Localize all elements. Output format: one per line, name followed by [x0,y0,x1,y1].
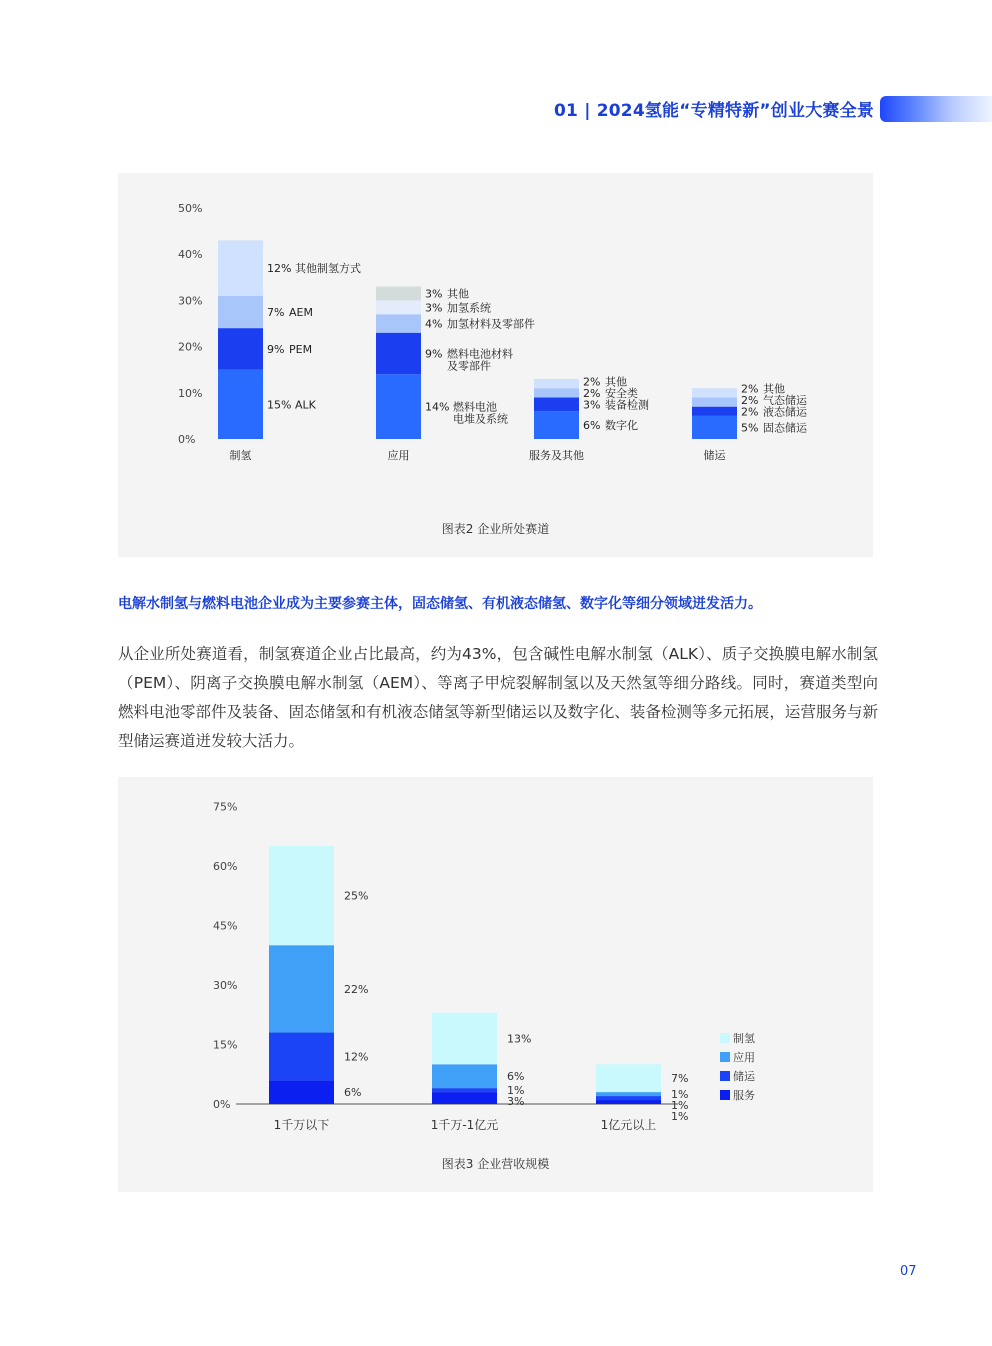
page-number: 07 [900,1264,917,1279]
legend-label: 储运 [733,1070,755,1083]
category-label: 制氢 [229,449,252,462]
y-tick-label: 75% [213,800,238,814]
category-label: 服务及其他 [529,449,584,462]
category-label: 储运 [703,449,726,462]
y-tick-label: 20% [178,340,203,354]
bar-segment [376,314,421,332]
segment-name-label: PEM [289,342,313,356]
bar-segment [692,416,737,439]
segment-value-label: 7% [267,305,285,319]
bar-segment [218,328,263,370]
segment-name-label: 安全类 [605,386,638,400]
segment-name-label: ALK [295,398,316,412]
segment-value-label: 25% [344,889,369,903]
bar-segment [692,397,737,406]
bar-segment [218,296,263,328]
header-title: 01 | 2024氢能“专精特新”创业大赛全景 [554,101,874,121]
segment-value-label: 2% [741,393,759,407]
chart-panel-track [118,173,873,557]
segment-value-label: 1% [671,1099,689,1113]
bar-segment [432,1088,497,1092]
bar-segment [692,407,737,416]
segment-value-label: 2% [741,405,759,419]
bar-segment [596,1064,661,1092]
segment-value-label: 9% [425,347,443,361]
bar-segment [534,397,579,411]
legend-swatch [720,1071,730,1081]
segment-name-label: 及零部件 [447,359,491,373]
y-tick-label: 15% [213,1038,238,1052]
segment-value-label: 2% [583,375,601,389]
segment-name-label: 燃料电池材料 [447,347,513,361]
category-label: 1亿元以上 [600,1118,657,1132]
segment-value-label: 7% [671,1072,689,1086]
y-tick-label: 10% [178,386,203,400]
segment-value-label: 2% [741,382,759,396]
segment-value-label: 6% [344,1086,362,1100]
segment-name-label: 数字化 [605,419,638,433]
y-tick-label: 40% [178,248,203,262]
segment-name-label: 其他 [605,375,627,389]
y-tick-label: 50% [178,202,203,215]
segment-value-label: 1% [507,1084,525,1098]
bar-segment [376,374,421,439]
bar-segment [534,388,579,397]
y-tick-label: 0% [178,433,196,446]
bar-segment [269,1033,334,1081]
y-tick-label: 45% [213,919,238,933]
bar-segment [269,1080,334,1104]
segment-name-label: 液态储运 [763,405,807,419]
bar-segment [534,379,579,388]
segment-name-label: 其他制氢方式 [295,262,361,276]
segment-value-label: 12% [344,1050,369,1064]
revenue-chart-caption: 图表3 企业营收规模 [441,1157,550,1171]
bar-segment [432,1092,497,1104]
segment-name-label: 气态储运 [763,393,807,407]
segment-value-label: 6% [507,1070,525,1084]
legend-swatch [720,1090,730,1100]
category-label: 1千万以下 [273,1118,330,1132]
segment-value-label: 9% [267,342,285,356]
category-label: 应用 [387,449,410,462]
chart-panel-revenue [118,777,873,1192]
segment-name-label: 固态储运 [763,421,807,435]
bar-segment [596,1096,661,1100]
bar-segment [218,370,263,439]
segment-value-label: 2% [583,386,601,400]
segment-value-label: 22% [344,982,369,996]
bar-segment [534,411,579,439]
segment-name-label: 装备检测 [605,398,649,412]
segment-value-label: 6% [583,419,601,433]
bar-segment [376,333,421,375]
bar-segment [269,945,334,1032]
y-tick-label: 0% [213,1098,231,1111]
segment-value-label: 15% [267,398,292,412]
bar-segment [376,287,421,301]
bar-segment [596,1092,661,1096]
segment-value-label: 13% [507,1032,532,1046]
segment-value-label: 14% [425,400,450,414]
legend-label: 制氢 [733,1032,755,1045]
segment-value-label: 3% [425,287,443,301]
track-chart-caption: 图表2 企业所处赛道 [441,522,550,536]
revenue-chart [118,777,873,1147]
segment-value-label: 5% [741,421,759,435]
legend-label: 应用 [733,1051,755,1064]
bar-segment [432,1013,497,1065]
segment-value-label: 3% [425,301,443,315]
track-chart [118,173,873,513]
bar-segment [692,388,737,397]
segment-name-label: 加氢系统 [447,301,491,315]
legend-swatch [720,1052,730,1062]
segment-value-label: 3% [583,398,601,412]
lead-text: 电解水制氢与燃料电池企业成为主要参赛主体，固态储氢、有机液态储氢、数字化等细分领域迸发活力。 [118,596,762,612]
body-paragraph: 从企业所处赛道看，制氢赛道企业占比最高，约为43%，包含碱性电解水制氢（ALK）、质子交换膜电解水制氢（PEM）、阴离子交换膜电解水制氢（AEM）、等离子甲烷裂解制氢以及天然氢等细分路线。同时，赛道类型向燃料电池零部件及装备、固态储氢和有机液态储氢等新型储运以及数字化、装备检测等多元拓展，运营服务与新型储运赛道迸发较大活力。 [118,645,878,750]
y-tick-label: 60% [213,859,238,873]
segment-name-label: 其他 [763,382,785,396]
y-tick-label: 30% [178,294,203,308]
bar-segment [376,300,421,314]
segment-name-label: 电堆及系统 [453,412,508,426]
y-tick-label: 30% [213,978,238,992]
segment-name-label: 燃料电池 [453,400,497,414]
segment-value-label: 3% [507,1095,525,1109]
bar-segment [596,1100,661,1104]
segment-name-label: AEM [289,305,313,319]
legend-swatch [720,1033,730,1043]
bar-segment [432,1064,497,1088]
bar-segment [218,240,263,295]
segment-value-label: 1% [671,1110,689,1124]
segment-value-label: 1% [671,1088,689,1102]
segment-value-label: 4% [425,317,443,331]
category-label: 1千万-1亿元 [430,1118,499,1132]
bar-segment [269,846,334,945]
legend-label: 服务 [733,1089,755,1102]
segment-name-label: 其他 [447,287,469,301]
segment-value-label: 12% [267,262,292,276]
segment-name-label: 加氢材料及零部件 [447,317,535,331]
header-accent-bar [880,96,992,122]
